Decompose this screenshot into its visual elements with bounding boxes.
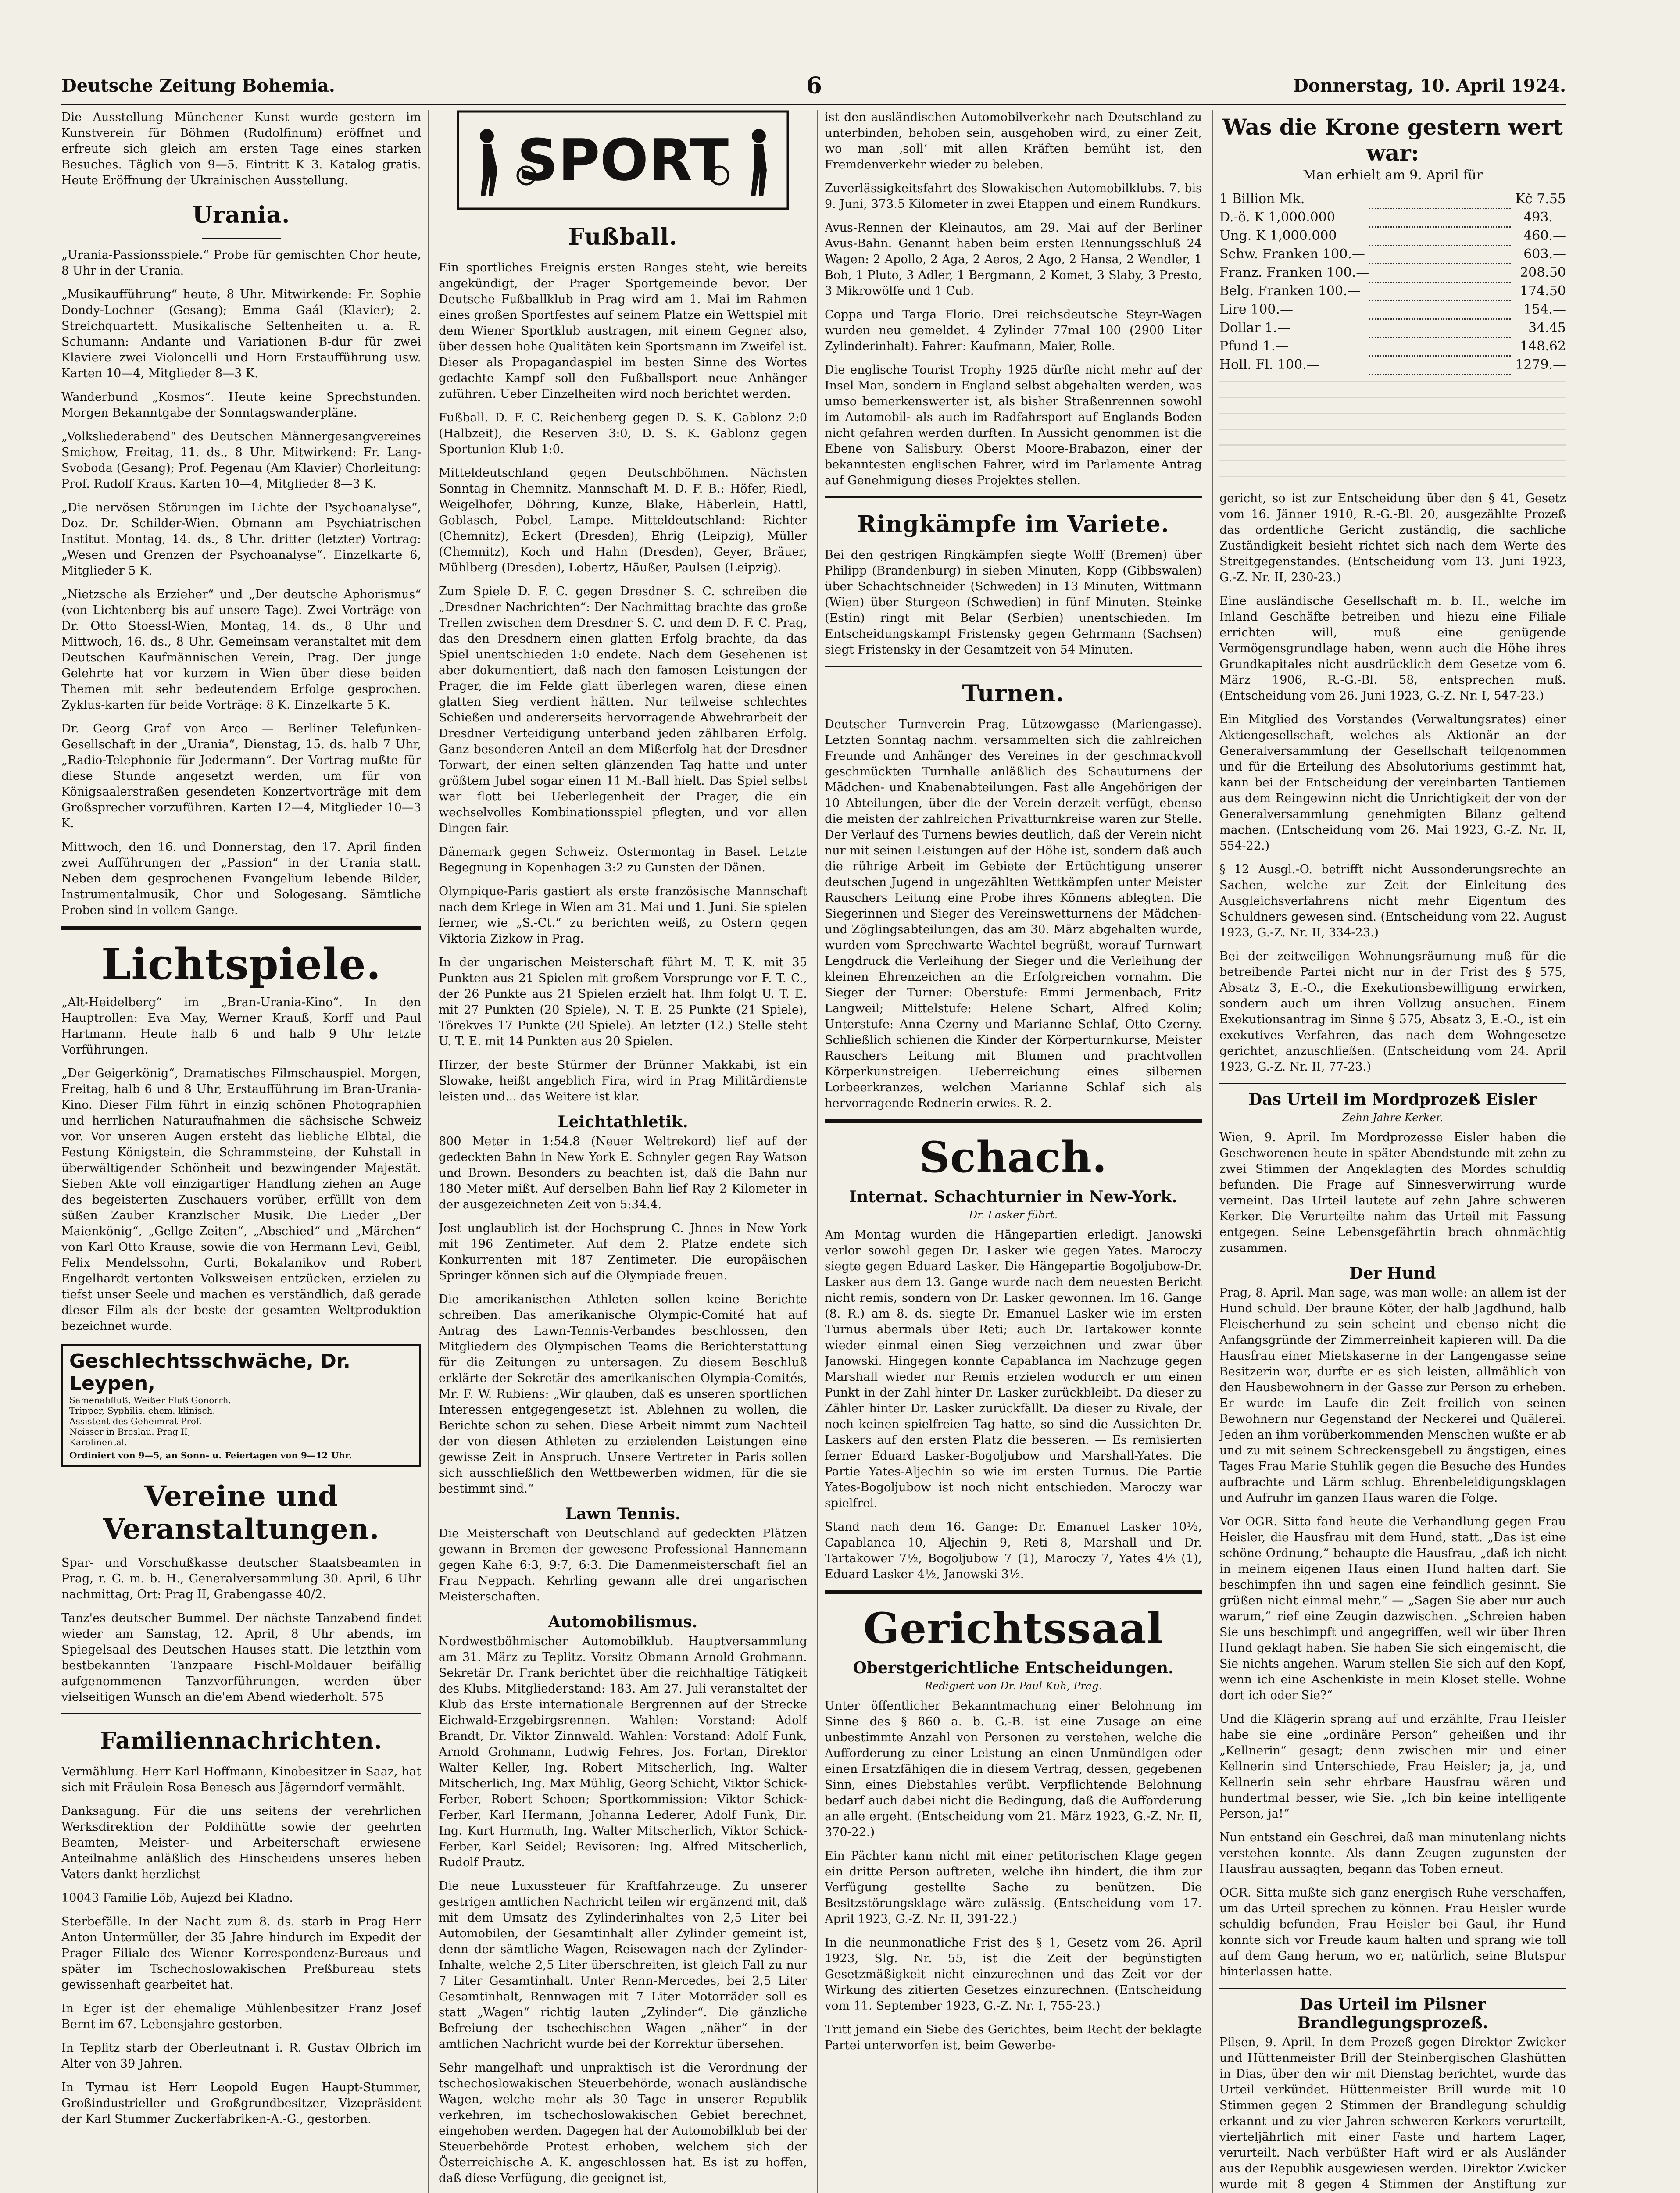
athletics-heading: Leichtathletik.: [558, 1113, 688, 1131]
rate-row: [1219, 356, 1566, 374]
rate-value: Kč 7.55: [1515, 191, 1566, 207]
rate-currency: Schw. Franken 100.—: [1219, 246, 1365, 262]
page-header: [61, 70, 1566, 101]
athletics-item: Die amerikanischen Athleten sollen keine Berichte schreiben. Das amerikanische Olympic-Comité hat auf Antrag des Lawn-Tennis-Verbandes beschlossen, den Mitgliedern des Olympischen Teams die Berichterstattung für die Zeitungen zu untersagen. Zu diesem Beschluß erklärte der Sekretär des amerikanischen Olympia-Comités, Mr. F. W. Rubiens: „Wir glauben, daß es unseren sportlichen Interessen entgegengesetzt ist. Ablehnen zu wollen, die Berichte schon zu sehen. Diese Arbeit nimmt zum Nachteil der von diesen Athleten zu erzielenden Leistungen eine gewisse Zeit in Anspruch. Unsere Vertreter in Paris sollen sich ausschließlich den Wettbewerben widmen, für die sie bestimmt sind.“: [439, 1293, 807, 1496]
murder-trial-heading: Das Urteil im Mordprozeß Eisler: [1248, 1090, 1537, 1109]
leader-dots: [1369, 282, 1511, 300]
rate-value: 1279.—: [1515, 357, 1566, 372]
rate-currency: 1 Billion Mk.: [1219, 191, 1305, 207]
chess-byline: Dr. Lasker führt.: [969, 1209, 1058, 1221]
divider: [825, 666, 1202, 667]
court-item: Ein Pächter kann nicht mit einer petitorischen Klage gegen ein dritte Person auftreten, welche ihn hindert, die ihm zur Verfügung gestellte Sache zu benützen. Die Besitzstörungsklage wäre zulässig. (Entscheidung vom 17. April 1923, G.-Z. Nr. II, 391-22.): [825, 1849, 1202, 1926]
court-item: Bei der zeitweiligen Wohnungsräumung muß für die betreibende Partei nicht nur in der Frist des § 575, Absatz 3, E.-O., die Exekutionsbewilligung erwirken, sondern auch um ihren Vollzug ansuchen. Einem Exekutionsantrag im Sinne § 575, Absatz 3, E.-O., ist ein exekutives Verfahren, das nach dem Wohngesetze gerichtet, anzuschließen. (Entscheidung vom 24. April 1923, G.-Z. Nr. II, 77-23.): [1219, 949, 1566, 1074]
family-item: In Tyrnau ist Herr Leopold Eugen Haupt-Stummer, Großindustrieller und Großgrundbesitzer, Vizepräsident der Karl Stummer Zuckerfabriken-A.-G., gestorben.: [61, 2081, 421, 2126]
rate-value: 493.—: [1523, 210, 1566, 225]
rate-value: 460.—: [1523, 228, 1566, 243]
cinema-item: „Der Geigerkönig“, Dramatisches Filmschauspiel. Morgen, Freitag, halb 6 und 8 Uhr, Erstaufführung im Bran-Urania-Kino. Dieser Film führt in einzig schönen Photographien und herrlichen Naturaufnahmen die sächsische Schweiz vor. Vor unseren Augen ersteht das liebliche Elbtal, die Festung Königstein, die Schrammsteine, der Kuhstall in überwältigender Schönheit und bezwingender Majestät. Sieben Akte voll einzigartiger Handlung ziehen an Auge des begeisterten Zuschauers vorüber, erfüllt von dem süßen Zauber Kranzlscher Musik. Die Lieder „Der Maienkönig“, „Gellge Zeiten“, „Abschied“ und „Märchen“ von Karl Otto Krause, sowie die von Hermann Levi, Geibl, Felix Mendelssohn, Curti, Bokalanikov und Robert Engelhardt vertonten Volksweisen entzücken, erzielen zu tiefst unser Seele und machen es verständlich, daß gerade dieser Film als der beste der gesamten Weltproduktion bezeichnet wurde.: [61, 1067, 421, 1333]
football-item: Fußball. D. F. C. Reichenberg gegen D. S. K. Gablonz 2:0 (Halbzeit), die Reserven 3:0, D. S. K. Gablonz gegen Sportunion Klub 1:0.: [439, 411, 807, 456]
leader-dots: [1369, 319, 1511, 337]
column-4: [1219, 110, 1566, 2193]
dog-story-item: Prag, 8. April. Man sage, was man wolle: an allem ist der Hund schuld. Der braune Köter, der halb Jagdhund, halb Fleischerhund zu sein scheint und ebenso nicht die Anfangsgründe der Zimmerreinheit kapieren will. Da die Hausfrau einer Mietskaserne in der Langengasse seine Besitzerin war, durfte er es sich leisten, allmählich von den Hausbewohnern in der Gasse zur Person zu erheben. Er wurde im Laufe die Zeit freilich von seinen Bewohnern nur Gegenstand der Neckerei und Quälerei. Jeden an ihm vorüberkommenden Menschen wußte er ab und zu mit seinem Schreckensgebell zu ängstigen, eines Tages Frau Marie Stuhlik gegen die Besuche des Hundes aufbrachte und Lärm schlug. Ehrenbeleidigungsklagen und Aufruhr im ganzen Haus waren die Folge.: [1219, 1286, 1566, 1505]
motoring-item: Die englische Tourist Trophy 1925 dürfte nicht mehr auf der Insel Man, sondern in England selbst abgehalten werden, was umso bemerkenswerter ist, als bisher Straßenrennen sowohl im Automobil- als auch im Radfahrsport auf Englands Boden nicht gefahren werden durften. In Aussicht genommen ist die Ebene von Salisbury. Oberst Moore-Brabazon, einer der bekanntesten englischen Fahrer, wird im Parlamente Antrag auf Genehmigung dieses Projektes stellen.: [825, 363, 1202, 487]
exchange-rates-table: [1219, 190, 1566, 375]
family-item: Vermählung. Herr Karl Hoffmann, Kinobesitzer in Saaz, hat sich mit Fräulein Rosa Benesch aus Jägerndorf vermählt.: [61, 1765, 421, 1794]
column-divider: [1212, 110, 1213, 2193]
exchange-rates-heading: Was die Krone gestern wert war:: [1222, 114, 1563, 166]
club-item: Tanz'es deutscher Bummel. Der nächste Tanzabend findet wieder am Samstag, 12. April, 8 Uhr abends, im Spiegelsaal des Deutschen Hauses statt. Die letzthin vom bestbekannten Tanzpaare Fischl-Moldauer beifällig aufgenommenen Tanzvorführungen, werden über vielseitigen Wunsch an die'em Abend wiederholt. 575: [61, 1611, 421, 1704]
rate-value: 34.45: [1528, 320, 1566, 336]
rate-row: [1219, 227, 1566, 245]
gymnastics-heading: Turnen.: [962, 680, 1065, 707]
court-item: In die neunmonatliche Frist des § 1, Gesetz vom 26. April 1923, Slg. Nr. 55, ist die Zeit der begünstigten Gesetzmäßigkeit nicht einzurechnen und das Zeit vor der Wirkung des zitierten Gesetzes einzurechnen. (Entscheidung vom 11. September 1923, G.-Z. Nr. I, 755-23.): [825, 1936, 1202, 2013]
wrestling-item: Bei den gestrigen Ringkämpfen siegte Wolff (Bremen) über Philipp (Brandenburg) in sieben Minuten, Kopp (Gibbswalen) über Schachtschneider (Schweden) in 13 Minuten, Wittmann (Wien) über Sturgeon (Schwedien) in fünf Minuten. Steinke (Estin) ringt mit Belar (Serbien) unentschieden. Im Entscheidungskampf Fristensky gegen Gehrmann (Sachsen) siegt Fristensky in der Gesamtzeit von 54 Minuten.: [825, 548, 1202, 657]
motoring-item: Die neue Luxussteuer für Kraftfahrzeuge. Zu unserer gestrigen amtlichen Nachricht teilen wir ergänzend mit, daß mit dem Umsatz des Zylinderinhaltes von 2,5 Liter bei Automobilen, der Gesamtinhalt aller Zylinder gemeint ist, denn der sämtliche Wagen, Reisewagen nach der Zylinder-Inhalte, welche 2,5 Liter überschreiten, ist gleich Fall zu nur 7 Liter Gesamtinhalt. Unter Renn-Mercedes, bei 2,5 Liter Gesamtinhalt, Rennwagen mit 7 Liter Motorräder soll es statt „Wagen“ richtig lauten „Zylinder“. Die gänzliche Befreiung der tschechischen Wagen „näher“ in der amtlichen Nachricht wurde bei der Korrektur übersehen.: [439, 1879, 807, 2051]
rate-row: [1219, 300, 1566, 319]
dog-story-item: Und die Klägerin sprang auf und erzählte, Frau Heisler habe sie eine „ordinäre Person“ geheißen und ihr „Kellnerin“ gesagt; denn zwischen mir und einer Kellnerin sind Unterschiede, Frau Heisler; ja, ja, und Kellnerin sein sehr ehrbare Hausfrau wären und hundertmal besser, wie Sie. „Ich bin keine intelligente Person, ja!“: [1219, 1712, 1566, 1821]
leader-dots: [1369, 356, 1511, 374]
club-item: Spar- und Vorschußkasse deutscher Staatsbeamten in Prag, r. G. m. b. H., Generalversammlung 30. April, 6 Uhr nachmittag, Ort: Prag II, Grabengasse 40/2.: [61, 1556, 421, 1601]
rate-value: 148.62: [1520, 339, 1566, 354]
football-item: Olympique-Paris gastiert als erste französische Mannschaft nach dem Kriege in Wien am 31. Mai und 1. Juni. Sie spielen ferner, wie „S.-Ct.“ zu berichten weiß, zu Ostern gegen Viktoria Zizkow in Prag.: [439, 885, 807, 946]
newspaper-name: Deutsche Zeitung Bohemia.: [61, 75, 335, 96]
motoring-item: ist den ausländischen Automobilverkehr nach Deutschland zu unterbinden, behoben sein, ausgehoben wird, zu einer Zeit, wo man ‚soll‘ mit allen Kräften bemüht ist, den Fremdenverkehr wieder zu beleben.: [825, 111, 1202, 171]
urania-item: „Die nervösen Störungen im Lichte der Psychoanalyse“, Doz. Dr. Schilder-Wien. Obmann am Psychiatrischen Institut. Montag, 14. ds., 8 Uhr. dritter (letzter) Vortrag: „Wesen und Grenzen der Psychoanalyse“. Einzelkarte 6, Mitglieder 5 K.: [61, 501, 421, 578]
court-item: gericht, so ist zur Entscheidung über den § 41, Gesetz vom 16. Jänner 1910, R.-G.-Bl. 20, ausgezählte Prozeß das ordentliche Gericht zuständig, die sachliche Zuständigkeit besieht richtet sich nach dem Werte des Streitgegenstandes. (Entscheidung vom 13. Juni 1923, G.-Z. Nr. II, 230-23.): [1219, 491, 1566, 584]
rate-currency: Belg. Franken 100.—: [1219, 283, 1361, 299]
ad-hours: Ordiniert von 9—5, an Sonn- u. Feiertagen von 9—12 Uhr.: [69, 1450, 352, 1461]
rate-currency: Dollar 1.—: [1219, 320, 1290, 336]
family-item: Sterbefälle. In der Nacht zum 8. ds. starb in Prag Herr Anton Untermüller, der 35 Jahre hindurch im Expedit der Prager Filiale des Wiener Korrespondenz-Bureaus und später im Tschechoslowakischen Preßbureau stets gewissenhaft gearbeitet hat.: [61, 1915, 421, 1992]
football-item: Ein sportliches Ereignis ersten Ranges steht, wie bereits angekündigt, der Prager Sportgemeinde bevor. Der Deutsche Fußballklub in Prag wird am 1. Mai im Rahmen eines großen Sportfestes auf seinem Platze ein Wettspiel mit dem Wiener Sportklub austragen, mit einem Gegner also, über dessen hohe Qualitäten kein Sportsmann im Zweifel ist. Dieser als Propagandaspiel im besten Sinne des Wortes gedachte Kampf soll den Fußballsport neue Anhänger zuführen. Ueber Einzelheiten wird noch berichtet werden.: [439, 261, 807, 401]
family-item: Danksagung. Für die uns seitens der verehrlichen Werksdirektion der Poldihütte sowie der geehrten Beamten, Meister- und Arbeiterschaft erwiesene Anteilnahme anläßlich des Hinscheidens unseres lieben Vaters dankt herzlichst: [61, 1804, 421, 1881]
leader-dots: [1369, 264, 1511, 282]
ad-title: Geschlechtsschwäche, Dr. Leypen,: [69, 1350, 350, 1395]
football-item: Zum Spiele D. F. C. gegen Dresdner S. C. schreiben die „Dresdner Nachrichten“: Der Nachmittag brachte das große Treffen zwischen dem Dresdner S. C. und dem D. F. C. Prag, das den Dresdnern einen glatten Erfolg brachte, da das Spiel unentschieden 1:0 endete. Nach dem Gesehenen ist aber dokumentiert, daß nach den famosen Leistungen der Prager, die im Felde glatt überlegen waren, diese einen glatten Sieg verdient hätten. Nur teilweise schlechtes Schießen und andererseits hervorragende Abwehrarbeit der Dresdner Verteidigung unterband jeden zählbaren Erfolg. Ganz besonderen Anteil an dem Mißerfolg hat der Dresdner Torwart, der einen selten glänzenden Tag hatte und unter größtem Jubel sogar einen 11 M.-Ball hielt. Das Spiel selbst war flott bei Ueberlegenheit der Prager, die ein wechselvolles Kombinationsspiel pflegten, und vor allen Dingen fair.: [439, 585, 807, 835]
dog-story-item: OGR. Sitta mußte sich ganz energisch Ruhe verschaffen, um das Urteil sprechen zu können. Frau Heisler wurde schuldig befunden, Frau Heisler bei Gaul, ihr Hund konnte sich vor Freude kaum halten und sprang wie toll auf dem Gang herum, wo er, natürlich, seine Blutspur hinterlassen hatte.: [1219, 1886, 1566, 1979]
chess-item: Stand nach dem 16. Gange: Dr. Emanuel Lasker 10½, Capablanca 10, Aljechin 9, Reti 8, Marshall und Dr. Tartakower 7½, Bogoljubow 7 (1), Maroczy 7, Yates 4½ (1), Eduard Lasker 4½, Janowski 3½.: [825, 1520, 1202, 1581]
family-item: 10043 Familie Löb, Aujezd bei Kladno.: [61, 1891, 293, 1905]
arson-trial-item: Pilsen, 9. April. In dem Prozeß gegen Direktor Zwicker und Hüttenmeister Brill der Steinbergischen Glashütten in Dias, über den wir mit Dienstag berichtet, wurde das Urteil verkündet. Hüttenmeister Brill wurde mit 10 Stimmen gegen 2 Stimmen der Brandlegung schuldig erkannt und zu vier Jahren schweren Kerkers verurteilt, vierteljährlich mit einer Faste und hartem Lager, verurteilt. Nach verbüßter Haft wird er als Ausländer aus der Republik ausgewiesen werden. Direktor Zwicker wurde mit 8 gegen 4 Stimmen der Anstiftung zur: [1219, 2035, 1566, 2191]
leader-dots: [1369, 337, 1511, 356]
divider: [825, 1119, 1202, 1123]
court-item: Tritt jemand ein Siebe des Gerichtes, beim Recht der beklagte Partei unterworfen ist, beim Gewerbe-: [825, 2023, 1202, 2052]
ad-text: Samenabfluß, Weißer Fluß Gonorrh. Tripper, Syphilis. ehem. klinisch. Assistent des Geheimrat Prof. Neisser in Breslau. Prag II, Karolinental.: [69, 1395, 231, 1447]
chess-item: Am Montag wurden die Hängepartien erledigt. Janowski verlor sowohl gegen Dr. Lasker wie gegen Yates. Maroczy siegte gegen Eduard Lasker. Die Hängepartie Bogoljubow-Dr. Lasker aus dem 13. Gange wurde nach dem neuesten Bericht nicht remis, sondern von Dr. Lasker gewonnen. Im 16. Gange (8. R.) am 8. ds. siegte Dr. Emanuel Lasker wie im ersten Turnus abermals über Reti; auch Dr. Tartakower konnte wieder einmal einen Sieg verzeichnen und zwar über Janowski. Hingegen konnte Capablanca im Nachzuge gegen Marshall wieder nur Remis erzielen wodurch er um einen Punkt in der Zahl hinter Dr. Lasker zurückbleibt. Da dieser zu Zähler hinter Dr. Lasker zurückfällt. Da dieser zu Rivale, der noch keinen spielfreien Tag hatte, so sind die Aussichten Dr. Laskers auf den ersten Platz die besseren. — Es remisierten ferner Eduard Lasker-Bogoljubow und Marshall-Yates. Die Partie Yates-Aljechin so wie im ersten Turnus. Die Partie Yates-Bogoljubow ist noch nicht entschieden. Maroczy war spielfrei.: [825, 1228, 1202, 1510]
urania-item: Dr. Georg Graf von Arco — Berliner Telefunken-Gesellschaft in der „Urania“, Dienstag, 15. ds. halb 7 Uhr, „Radio-Telephonie für Jedermann“. Der Vortrag mußte für diese Stunde angesetzt werden, um für von Königsaalerstraßen gesendeten Konzertvorträge mit dem Großsprecher vorzuführen. Karten 12—4, Mitglieder 10—3 K.: [61, 722, 421, 830]
divider: [61, 1713, 421, 1714]
column-2: [439, 110, 807, 2193]
athletics-item: 800 Meter in 1:54.8 (Neuer Weltrekord) lief auf der gedeckten Bahn in New York E. Schnyler gegen Ray Watson und Brown. Besonders zu beachten ist, daß die Bahn nur 180 Meter mißt. Auf derselben Bahn lief Ray 2 Kilometer in der ausgezeichneten Zeit von 5:34.4.: [439, 1135, 807, 1211]
dog-story-item: Vor OGR. Sitta fand heute die Verhandlung gegen Frau Heisler, die Hausfrau mit dem Hund, statt. „Das ist eine schöne Ordnung,“ behaupte die Hausfrau, „daß ich nicht in meinem eigenen Haus einen Hund halten darf. Sie beschimpfen ihn und sagen eine feindlich gesinnt. Sie grüßen nicht einmal mehr.“ — „Sagen Sie aber nur auch warum,“ rief eine Zeugin dazwischen. „Schreien haben Sie uns beschimpft und angegriffen, weil wir über Ihren Hund geklagt haben. Sie haben Sie sich eingemischt, die Sie nichts angehen. Warum stellen Sie sich auf den Kopf, wenn ich eine Aschenkiste in mein Kloset stelle. Wohne dort ich oder Sie?“: [1219, 1514, 1566, 1702]
motoring-item: Nordwestböhmischer Automobilklub. Hauptversammlung am 31. März zu Teplitz. Vorsitz Obmann Arnold Grohmann. Sekretär Dr. Frank berichtet über die reichhaltige Tätigkeit des Klubs. Mitgliederstand: 183. Am 27. Juli veranstaltet der Klub das Erste internationale Bergrennen auf der Strecke Eichwald-Erzgebirgsrennen. Wahlen: Vorstand: Adolf Brandt, Dr. Viktor Zinnwald. Wahlen: Vorstand: Adolf Funk, Arnold Grohmann, Ludwig Fehres, Jos. Fortan, Direktor Walter Keller, Ing. Robert Mitscherlich, Ing. Walter Mitscherlich, Ing. Max Mühlig, Georg Schicht, Viktor Schick-Ferber, Robert Schoen; Sportkommission: Viktor Schick-Ferber, Karl Hermann, Johanna Lederer, Adolf Funk, Dir. Ing. Kurt Hurmuth, Ing. Walter Mitscherlich, Viktor Schick-Ferber, Karl Seidel; Revisoren: Ing. Alfred Mitscherlich, Rudolf Prautz.: [439, 1635, 807, 1869]
motoring-item: Coppa und Targa Florio. Drei reichsdeutsche Steyr-Wagen wurden neu gemeldet. 4 Zylinder 77mal 100 (2900 Liter Zylinderinhalt). Fahrer: Kaufmann, Maier, Rolle.: [825, 308, 1202, 353]
urania-item: „Volksliederabend“ des Deutschen Männergesangvereines Smichow, Freitag, 11. ds., 8 Uhr. Mitwirkend: Fr. Lang-Svoboda (Gesang); Prof. Pegenau (Am Klavier) Chorleitung: Prof. Rudolf Kraus. Karten 10—4, Mitglieder 8—3 K.: [61, 430, 421, 491]
leader-dots: [1369, 245, 1511, 264]
arson-trial-heading: Das Urteil im Pilsner Brandlegungsprozeß.: [1297, 1995, 1488, 2032]
rate-row: [1219, 282, 1566, 300]
motoring-item: Zuverlässigkeitsfahrt des Slowakischen Automobilklubs. 7. bis 9. Juni, 373.5 Kilometer in zwei Etappen und einem Rundkurs.: [825, 182, 1202, 211]
divider: [825, 1590, 1202, 1594]
issue-date: Donnerstag, 10. April 1924.: [1293, 75, 1566, 96]
divider: [61, 926, 421, 930]
chess-subheading: Internat. Schachturnier in New-York.: [849, 1188, 1177, 1206]
football-item: Hirzer, der beste Stürmer der Brünner Makkabi, ist ein Slowake, heißt angeblich Fira, wird in Prag Militärdienste leisten und... das Weitere ist klar.: [439, 1058, 807, 1104]
rate-value: 174.50: [1520, 283, 1566, 299]
art-exhibition-notice: Die Ausstellung Münchener Kunst wurde gestern im Kunstverein für Böhmen (Rudolfinum) eröffnet und erfreute sich gleich am ersten Tage eines starken Besuches. Täglich von 9—5. Eintritt K 3. Katalog gratis. Heute Eröffnung der Ukrainischen Ausstellung.: [61, 111, 421, 187]
wrestling-heading: Ringkämpfe im Variete.: [857, 511, 1169, 538]
murder-trial-subheading: Zehn Jahre Kerker.: [1342, 1111, 1444, 1124]
divider: [825, 496, 1202, 498]
leader-dots: [1369, 190, 1511, 208]
rates-shading: [1219, 381, 1566, 491]
football-item: In der ungarischen Meisterschaft führt M. T. K. mit 35 Punkten aus 21 Spielen mit großem Vorsprunge vor F. T. C., der 26 Punkte aus 21 Spielen erzielt hat. Ihm folgt U. T. E. mit 27 Punkten (20 Spiele), N. T. E. 25 Punkte (21 Spiele), Törekves 17 Punkte (20 Spiele). An letzter (12.) Stelle steht U. T. E. mit 14 Punkten aus 20 Spielen.: [439, 956, 807, 1048]
motoring-heading: Automobilismus.: [548, 1613, 698, 1631]
urania-item: „Musikaufführung“ heute, 8 Uhr. Mitwirkende: Fr. Sophie Dondy-Lochner (Gesang); Emma Gaál (Klavier); 2. Streichquartett. Musikalische Seltenheiten u. a. R. Schumann: Andante und Variationen B-dur für zwei Klaviere zwei Violoncelli und Horn Erstaufführung usw. Karten 10—4, Mitglieder 8—3 K.: [61, 288, 421, 380]
football-heading: Fußball.: [568, 224, 678, 250]
gymnastics-item: Deutscher Turnverein Prag, Lützowgasse (Mariengasse). Letzten Sonntag nachm. versammelten sich die zahlreichen Freunde und Anhänger des Vereines in der geschmackvoll geschmückten Turnhalle anläßlich des Schauturnens der Mädchen- und Knabenabteilungen. Fast alle Angehörigen der 10 Abteilungen, über die der Verein derzeit verfügt, ebenso die meisten der zahlreichen Privatturnkreise waren zur Stelle. Der Verlauf des Turnens bewies deutlich, daß der Verein nicht nur mit seinen Leistungen auf der Höhe ist, sondern daß auch die rührige Arbeit im Gebiete der Ertüchtigung unserer deutschen Jugend in ungezählten Wettkämpfen unter Meister Rauschers Leitung eine Probe ihres Könnens ablegten. Die Siegerinnen und Sieger des Vereinswetturnens der Mädchen- und Zöglingsabteilungen, das am 30. März abgehalten wurde, wurden vom Sprechwarte Wachtel begrüßt, worauf Turnwart Lengdruck die Verleihung der Sieger und die Verleihung der kleinen Ehrenzeichen an die Erfolgreichen vornahm. Die Sieger der Turner: Oberstufe: Emmi Jermenbach, Fritz Langweil; Mittelstufe: Helene Schart, Alfred Kolin; Unterstufe: Anna Czerny und Marianne Schlaf, Otto Czerny. Schließlich schienen die Kinder der Körperturnkurse, Meister Rauschers Leitung mit Blumen und prachtvollen Körperkunstreigen. Ueberreichung eines silbernen Lorbeerkranzes, welchen Marianne Schlaf sich als hervorragende Rednerin erwies. R. 2.: [825, 718, 1202, 1110]
rate-currency: Holl. Fl. 100.—: [1219, 357, 1320, 372]
cinema-item: „Alt-Heidelberg“ im „Bran-Urania-Kino“. In den Hauptrollen: Eva May, Werner Krauß, Korff und Paul Hartmann. Heute halb 6 und halb 9 Uhr letzte Vorführungen.: [61, 996, 421, 1057]
vereine-heading: Vereine und Veranstaltungen.: [103, 1480, 380, 1546]
urania-heading: Urania.: [192, 202, 290, 229]
rate-row: [1219, 319, 1566, 337]
family-news-heading: Familiennachrichten.: [100, 1728, 382, 1754]
column-divider: [817, 110, 818, 2193]
family-item: In Eger ist der ehemalige Mühlenbesitzer Franz Josef Bernt im 67. Lebensjahre gestorben.: [61, 2002, 421, 2031]
court-heading: Gerichtssaal: [863, 1604, 1163, 1653]
urania-item: „Urania-Passionsspiele.“ Probe für gemischten Chor heute, 8 Uhr in der Urania.: [61, 248, 421, 278]
leader-dots: [1369, 300, 1511, 319]
dog-story-heading: Der Hund: [1349, 1264, 1436, 1282]
court-byline: Redigiert von Dr. Paul Kuh, Prag.: [924, 1680, 1102, 1692]
rate-row: [1219, 190, 1566, 208]
urania-item: Mittwoch, den 16. und Donnerstag, den 17. April finden zwei Aufführungen der „Passion“ in der Urania statt. Neben dem gesprochenen Evangelium lebende Bilder, Instrumentalmusik, Chor und Sologesang. Sämtliche Proben sind in vollem Gange.: [61, 840, 421, 917]
rate-row: [1219, 337, 1566, 356]
court-item: Unter öffentlicher Bekanntmachung einer Belohnung im Sinne des § 860 a. b. G.-B. ist eine Zusage an eine unbestimmte Anzahl von Personen zu verstehen, welche die Aufforderung zu einer Leistung an einen Unmündigen oder einen Ersatzfähigen die in diesem Vertrag, dessen, gegebenen Sinn, eines Diebstahles verübt. Verpflichtende Belohnung bedarf auch dabei nicht die Bedingung, daß die Aufforderung an alle ergeht. (Entscheidung vom 21. März 1923, G.-Z. Nr. II, 370-22.): [825, 1699, 1202, 1839]
murder-trial-item: Wien, 9. April. Im Mordprozesse Eisler haben die Geschworenen heute in später Abendstunde mit zehn zu zwei Stimmen der Angeklagten des Mordes schuldig befunden. Die Frage auf Sinnesverwirrung wurde verneint. Das Urteil lautete auf zehn Jahre schweren Kerker. Die Verurteilte nahm das Urteil mit Fassung entgegen. Seine Lebensgefährtin brach ohnmächtig zusammen.: [1219, 1130, 1566, 1255]
family-item: In Teplitz starb der Oberleutnant i. R. Gustav Olbrich im Alter von 39 Jahren.: [61, 2041, 421, 2071]
rate-currency: Lire 100.—: [1219, 302, 1293, 317]
chess-heading: Schach.: [919, 1132, 1108, 1182]
rate-currency: Pfund 1.—: [1219, 339, 1289, 354]
sport-banner: [456, 110, 790, 211]
divider: [202, 238, 281, 239]
leader-dots: [1369, 227, 1511, 245]
column-1: [61, 110, 421, 2193]
divider: [1219, 1083, 1566, 1084]
urania-item: Wanderbund „Kosmos“. Heute keine Sprechstunden. Morgen Bekanntgabe der Sonntagswanderpläne.: [61, 390, 421, 420]
rate-currency: Franz. Franken 100.—: [1219, 265, 1369, 280]
rate-value: 603.—: [1523, 246, 1566, 262]
dog-story-item: Nun entstand ein Geschrei, daß man minutenlang nichts verstehen konnte. Als dann Zeugen zugunsten der Hausfrau aussagten, begann das Toben erneut.: [1219, 1830, 1566, 1876]
rate-row: [1219, 264, 1566, 282]
rate-row: [1219, 208, 1566, 227]
rate-currency: D.-ö. K 1,000.000: [1219, 210, 1335, 225]
leader-dots: [1369, 208, 1511, 227]
column-3: [825, 110, 1202, 2193]
rate-value: 208.50: [1520, 265, 1566, 280]
banner-title: SPORT: [517, 127, 729, 193]
football-item: Mitteldeutschland gegen Deutschböhmen. Nächsten Sonntag in Chemnitz. Mannschaft M. D. F. B.: Höfer, Riedl, Weigelhofer, Döhring, Kunze, Blake, Häberlein, Hattl, Goblasch, Pobel, Lampe. Mitteldeutschland: Richter (Chemnitz), Eckert (Dresden), Ehrig (Leipzig), Müller (Chemnitz), Koch und Hahn (Dresden), Geyer, Bräuer, Mühlberg (Dresden), Lobertz, Häußer, Paulsen (Leipzig).: [439, 466, 807, 575]
column-divider: [428, 110, 429, 2193]
court-subheading: Oberstgerichtliche Entscheidungen.: [853, 1659, 1174, 1677]
football-item: Dänemark gegen Schweiz. Ostermontag in Basel. Letzte Begegnung in Kopenhagen 3:2 zu Gunsten der Dänen.: [439, 845, 807, 875]
divider: [1219, 1988, 1566, 1989]
court-item: Ein Mitglied des Vorstandes (Verwaltungsrates) einer Aktiengesellschaft, welches als Aktionär an der Generalversammlung der Gesellschaft teilgenommen und für die Erteilung des Absolutoriums gestimmt hat, kann bei der Entscheidung der vereinbarten Tantiemen aus dem Reingewinn nicht die Unrichtigkeit der von der Generalversammlung genehmigten Bilanz geltend machen. (Entscheidung vom 26. Mai 1923, G.-Z. Nr. II, 554-22.): [1219, 712, 1566, 853]
lichtspiele-heading: Lichtspiele.: [101, 939, 382, 989]
rate-currency: Ung. K 1,000.000: [1219, 228, 1337, 243]
court-item: § 12 Ausgl.-O. betrifft nicht Aussonderungsrechte an Sachen, welche zur Zeit der Einleitung des Ausgleichsverfahrens nicht mehr Eigentum des Schuldners gewesen sind. (Entscheidung vom 22. August 1923, G.-Z. Nr. II, 334-23.): [1219, 862, 1566, 939]
motoring-item: Sehr mangelhaft und unpraktisch ist die Verordnung der tschechoslowakischen Steuerbehörde, wonach ausländische Wagen, welche mehr als 30 Tage in unserer Republik verkehren, im tschechoslowakischen Gebiet berechnet, eingehoben werden. Dagegen hat der Automobilklub bei der Steuerbehörde Protest erhoben, welchem sich der Österreichische A. K. angeschlossen hat. Es ist zu hoffen, daß diese Verfügung, die geeignet ist,: [439, 2061, 807, 2185]
page-number: 6: [806, 72, 822, 99]
header-rule: [61, 104, 1566, 105]
rate-value: 154.—: [1523, 302, 1566, 317]
doctor-advertisement: [61, 1344, 421, 1467]
tennis-heading: Lawn Tennis.: [565, 1505, 681, 1523]
urania-item: „Nietzsche als Erzieher“ und „Der deutsche Aphorismus“ (von Lichtenberg bis auf unsere Tage). Zwei Vorträge von Dr. Otto Stoessl-Wien, Montag, 14. ds., 8 Uhr und Mittwoch, 16. ds., 8 Uhr. Gemeinsam veranstaltet mit dem Deutschen Kaufmännischen Verein, Prag. Der junge Gelehrte hat vor kurzem in Wien über diese beiden Themen mit sehr bedeutendem Erfolge gesprochen. Zyklus-karten für beide Vorträge: 8 K. Einzelkarte 5 K.: [61, 588, 421, 712]
rate-row: [1219, 245, 1566, 264]
athletics-item: Jost unglaublich ist der Hochsprung C. Jhnes in New York mit 196 Zentimeter. Auf dem 2. Platze endete sich Konkurrenten mit 187 Zentimeter. Die europäischen Springer können sich auf die Olympiade freuen.: [439, 1222, 807, 1282]
exchange-rates-subheading: Man erhielt am 9. April für: [1302, 168, 1483, 183]
court-item: Eine ausländische Gesellschaft m. b. H., welche im Inland Geschäfte betreiben und hiezu eine Filiale errichten will, muß eine genügende Vermögensgrundlage haben, wenn auch die Höhe ihres Grundkapitales nicht ausdrücklich dem Gesetze vom 6. März 1906, R.-G.-Bl. 58, entsprechen muß. (Entscheidung vom 26. Juni 1923, G.-Z. Nr. I, 547-23.): [1219, 594, 1566, 703]
tennis-item: Die Meisterschaft von Deutschland auf gedeckten Plätzen gewann in Bremen der gewesene Professional Hannemann gegen Kahe 6:3, 9:7, 6:3. Die Damenmeisterschaft fiel an Frau Neppach. Kehrling gewann alle drei ungarischen Meisterschaften.: [439, 1527, 807, 1604]
motoring-item: Avus-Rennen der Kleinautos, am 29. Mai auf der Berliner Avus-Bahn. Genannt haben beim ersten Rennungsschluß 24 Wagen: 2 Apollo, 2 Aga, 2 Aeros, 2 Ago, 2 Hansa, 2 Wendler, 1 Bob, 1 Pluto, 3 Adler, 1 Bergmann, 2 Komet, 3 Slaby, 3 Presto, 3 Mikrowölfe und 1 Cub.: [825, 221, 1202, 298]
